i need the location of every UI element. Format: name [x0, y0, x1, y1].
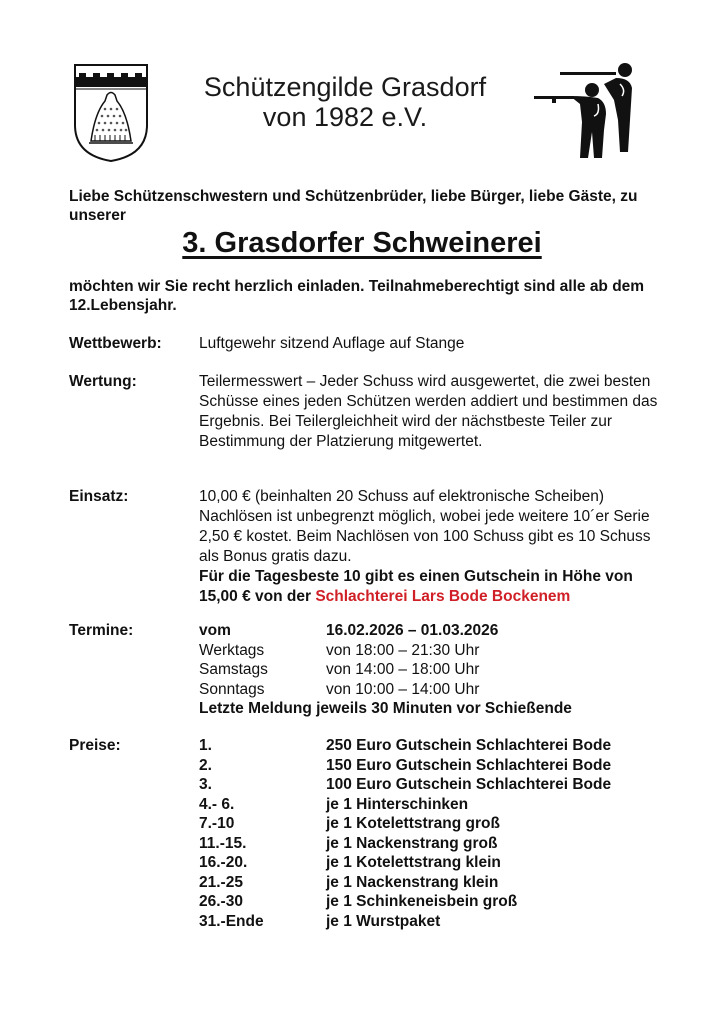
preise-row	[199, 873, 669, 893]
termine-day: Werktags	[199, 641, 265, 659]
einsatz-bonus-text: Für die Tagesbeste 10 gibt es einen Gutschein in Höhe von 15,00 € von der	[199, 568, 633, 605]
sponsor-name: Schlachterei Lars Bode Bockenem	[315, 588, 571, 605]
termine-row	[199, 680, 669, 700]
preise-prize: 100 Euro Gutschein Schlachterei Bode	[326, 776, 612, 793]
shooters-pictogram-icon	[530, 60, 640, 160]
organization-name	[175, 72, 515, 132]
preise-place: 26.-30	[199, 893, 243, 910]
einsatz-bonus	[199, 567, 661, 607]
organization-name-line2: von 1982 e.V.	[262, 102, 428, 132]
preise-row	[199, 814, 669, 834]
preise-prize: 150 Euro Gutschein Schlachterei Bode	[326, 756, 612, 774]
preise-place: 4.- 6.	[199, 795, 235, 813]
preise-row	[199, 775, 669, 795]
preise-prize: je 1 Nackenstrang groß	[326, 834, 498, 852]
wertung-label: Wertung:	[69, 373, 137, 390]
preise-place: 2.	[199, 756, 212, 774]
invitation-text: möchten wir Sie recht herzlich einladen. Teilnahmeberechtigt sind alle ab dem 12.Lebensjahr.	[69, 278, 645, 314]
termine-time: von 14:00 – 18:00 Uhr	[326, 661, 480, 678]
organization-name-line1: Schützengilde Grasdorf	[203, 72, 487, 102]
preise-prize: je 1 Kotelettstrang groß	[326, 815, 500, 832]
coat-of-arms-logo	[73, 63, 149, 163]
preise-row	[199, 892, 669, 912]
preise-prize: je 1 Kotelettstrang klein	[326, 854, 501, 871]
wertung-text: Teilermesswert – Jeder Schuss wird ausgewertet, die zwei besten Schüsse eines jeden Schützen werden addiert und bestimmen das Ergebnis. Bei Teilergleichheit wird der nächstbeste Teiler zur Bestimmung der Platzierung mitgewertet.	[199, 373, 658, 450]
preise-label: Preise:	[69, 737, 121, 754]
wettbewerb-text: Luftgewehr sitzend Auflage auf Stange	[199, 335, 465, 352]
termine-note: Letzte Meldung jeweils 30 Minuten vor Schießende	[199, 700, 572, 717]
termine-time: 16.02.2026 – 01.03.2026	[326, 622, 499, 639]
preise-place: 16.-20.	[199, 854, 248, 871]
preise-row	[199, 736, 669, 756]
preise-list	[199, 736, 669, 931]
preise-prize: je 1 Nackenstrang klein	[326, 873, 499, 891]
preise-row	[199, 756, 669, 776]
preise-row	[199, 834, 669, 854]
preise-prize: je 1 Hinterschinken	[326, 795, 469, 813]
termine-day: vom	[199, 622, 231, 639]
preise-place: 7.-10	[199, 815, 235, 832]
termine-row	[199, 660, 669, 680]
preise-place: 31.-Ende	[199, 912, 264, 930]
preise-place: 11.-15.	[199, 834, 247, 852]
termine-time: von 10:00 – 14:00 Uhr	[326, 680, 480, 698]
preise-row	[199, 912, 669, 932]
termine-list	[199, 621, 669, 719]
intro-text: Liebe Schützenschwestern und Schützenbrüder, liebe Bürger, liebe Gäste, zu unserer	[69, 188, 638, 224]
preise-prize: je 1 Wurstpaket	[326, 912, 441, 930]
termine-row	[199, 621, 669, 641]
preise-place: 1.	[199, 737, 212, 754]
preise-prize: 250 Euro Gutschein Schlachterei Bode	[326, 737, 612, 754]
termine-day: Samstags	[199, 661, 268, 678]
einsatz-label: Einsatz:	[69, 488, 129, 505]
termine-row	[199, 641, 669, 661]
termine-day: Sonntags	[199, 680, 265, 698]
preise-prize: je 1 Schinkeneisbein groß	[326, 893, 518, 910]
preise-row	[199, 853, 669, 873]
event-title	[0, 226, 724, 260]
einsatz-text: 10,00 € (beinhalten 20 Schuss auf elektronische Scheiben) Nachlösen ist unbegrenzt möglich, wobei jede weitere 10´er Serie 2,50 € kostet. Beim Nachlösen von 100 Schuss gibt es 10 Schuss als Bonus gratis dazu.	[199, 488, 651, 565]
event-title-text: 3. Grasdorfer Schweinerei	[182, 227, 542, 259]
termine-time: von 18:00 – 21:30 Uhr	[326, 641, 480, 659]
preise-place: 3.	[199, 776, 212, 793]
preise-place: 21.-25	[199, 873, 243, 891]
wettbewerb-label: Wettbewerb:	[69, 335, 162, 352]
preise-row	[199, 795, 669, 815]
termine-label: Termine:	[69, 622, 134, 639]
